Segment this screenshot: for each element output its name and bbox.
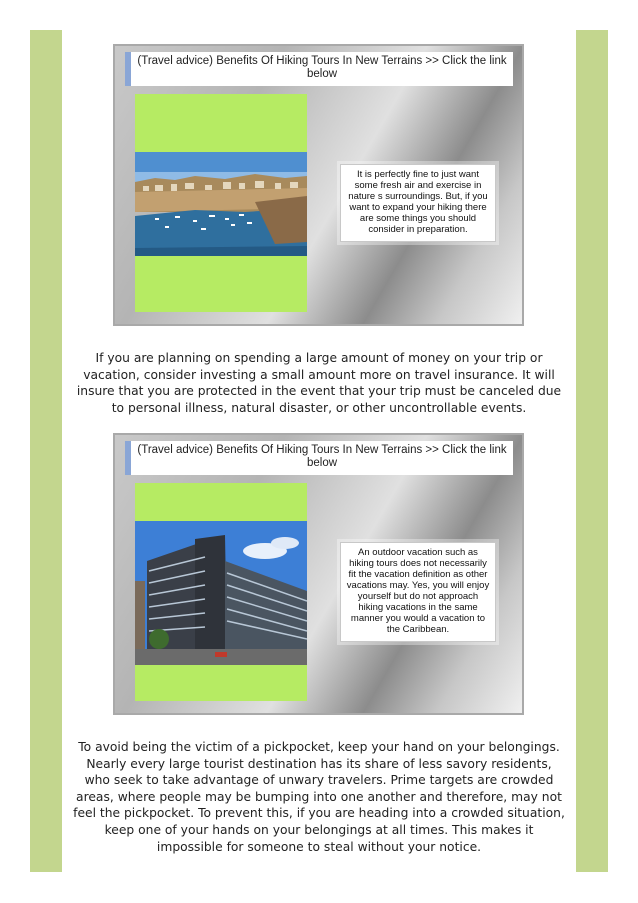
right-side-band (576, 30, 608, 872)
slide-image-2 (113, 433, 524, 715)
slide-image-1 (113, 44, 524, 326)
paragraph-pickpocket: To avoid being the victim of a pickpocket, keep your hand on your belongings. Nearly every large tourist destination has its share of less savory residents, who seek to take advantage of unwary travelers. Prime targets are crowded areas, where people may be bumping into one another and therefore, may not feel the pickpocket. To prevent this, if you are heading into a crowded situation, keep one of your hands on your belongings at all times. This makes it impossible for someone to steal without your notice. (73, 740, 565, 854)
left-side-band (30, 30, 62, 872)
green-block-top (135, 94, 307, 152)
paragraph-travel-insurance: If you are planning on spending a large amount of money on your trip or vacation, consider investing a small amount more on travel insurance. It will insure that you are protected in the event that your trip must be canceled due to personal illness, natural disaster, or other uncontrollable events. (76, 351, 562, 415)
green-block-bottom (135, 256, 307, 312)
office-building-photo (135, 521, 307, 665)
harbor-photo (135, 152, 307, 256)
slide-caption: An outdoor vacation such as hiking tours does not necessarily fit the vacation definition as other vacations may. Yes, you will enjoy yourself but do not approach hiking vacations in the same manner you would a vacation to the Caribbean. (340, 542, 496, 642)
green-block-top (135, 483, 307, 521)
green-block-bottom (135, 665, 307, 701)
slide-title[interactable]: (Travel advice) Benefits Of Hiking Tours In New Terrains >> Click the link below (125, 441, 513, 475)
slide-title[interactable]: (Travel advice) Benefits Of Hiking Tours In New Terrains >> Click the link below (125, 52, 513, 86)
slide-caption: It is perfectly fine to just want some fresh air and exercise in nature s surroundings. But, if you want to expand your hiking there are some things you should consider in preparation. (340, 164, 496, 242)
